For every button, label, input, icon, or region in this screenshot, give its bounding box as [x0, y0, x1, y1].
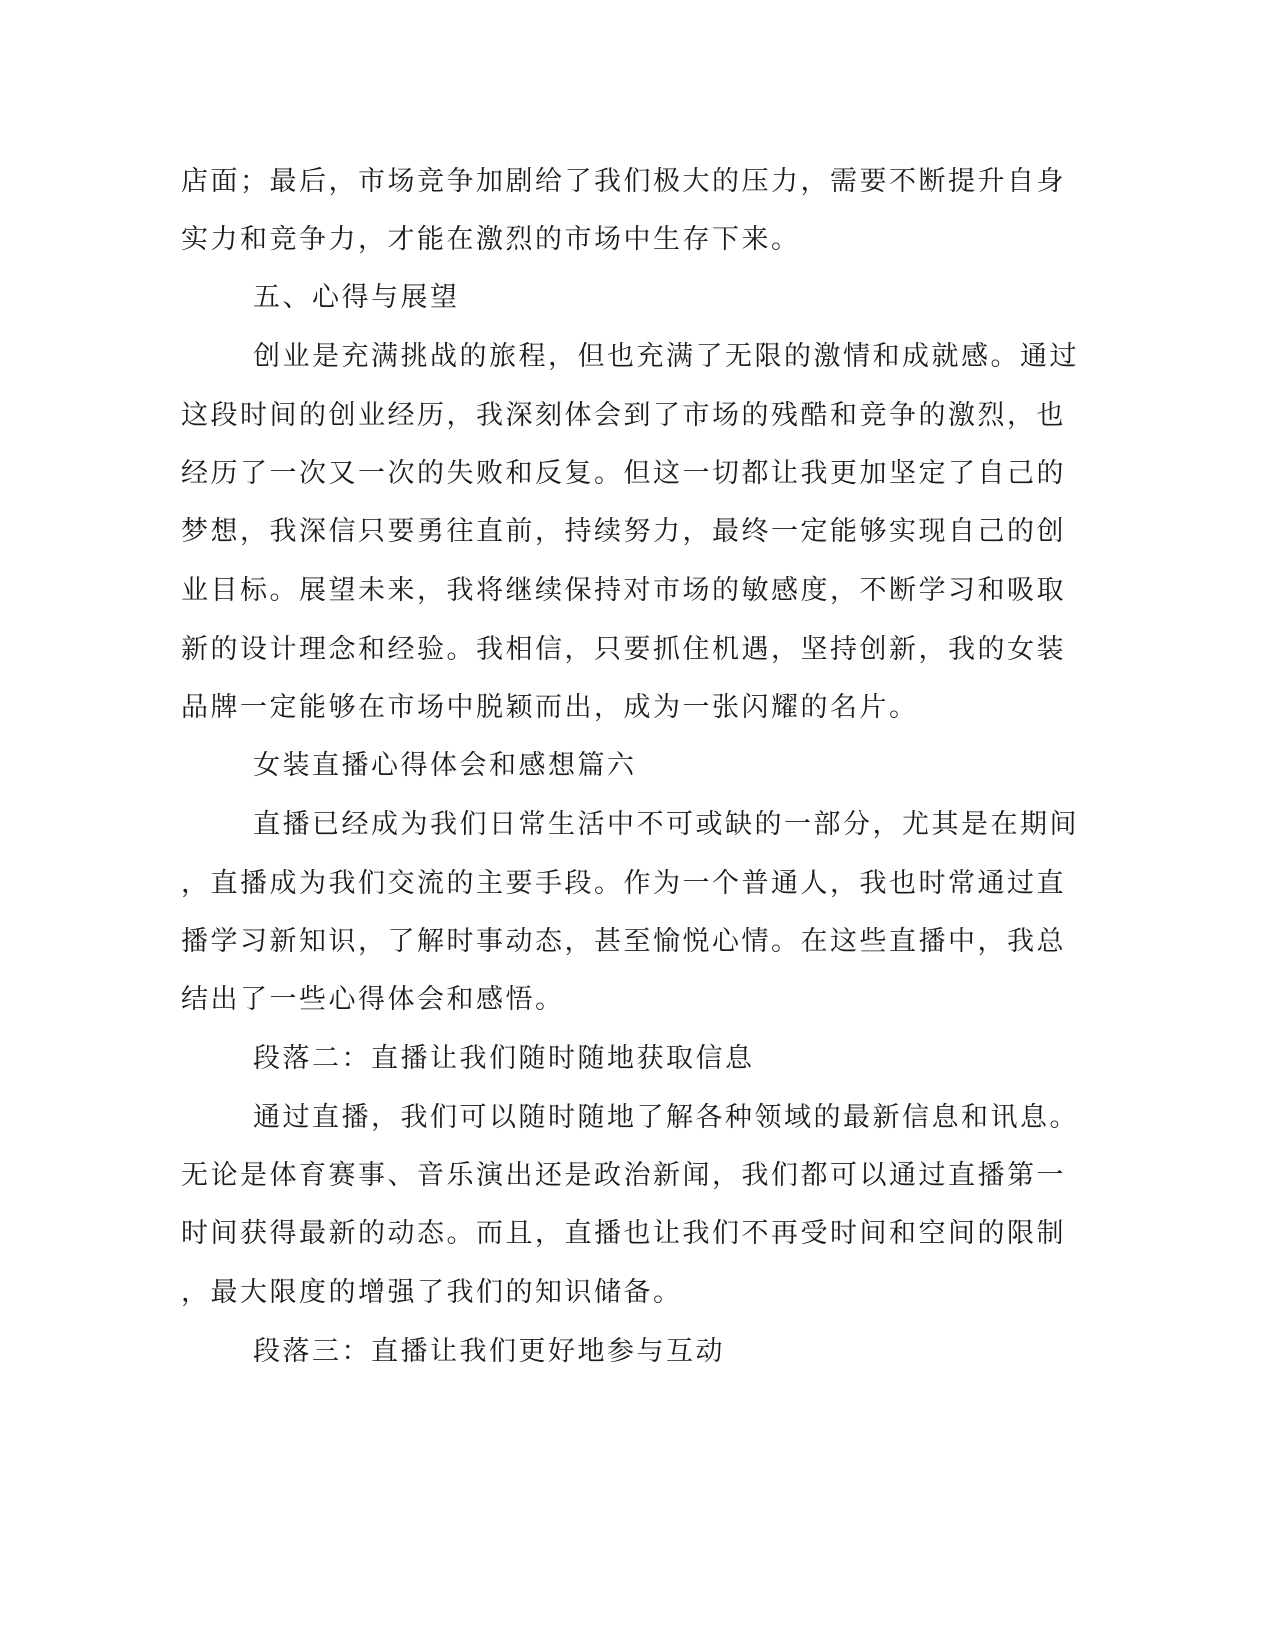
- text-line: 时间获得最新的动态。而且，直播也让我们不再受时间和空间的限制: [181, 1218, 1066, 1249]
- text-line: 新的设计理念和经验。我相信，只要抓住机遇，坚持创新，我的女装: [181, 634, 1066, 665]
- text-line: 这段时间的创业经历，我深刻体会到了市场的残酷和竞争的激烈，也: [181, 400, 1066, 431]
- text-line: 无论是体育赛事、音乐演出还是政治新闻，我们都可以通过直播第一: [181, 1160, 1066, 1191]
- section-heading: 五、心得与展望: [253, 282, 460, 313]
- text-line: 品牌一定能够在市场中脱颖而出，成为一张闪耀的名片。: [181, 692, 919, 723]
- text-line: ，最大限度的增强了我们的知识储备。: [181, 1277, 683, 1308]
- text-line: 通过直播，我们可以随时随地了解各种领域的最新信息和讯息。: [253, 1102, 1079, 1133]
- text-line: ，直播成为我们交流的主要手段。作为一个普通人，我也时常通过直: [181, 868, 1066, 899]
- text-line: 直播已经成为我们日常生活中不可或缺的一部分，尤其是在期间: [253, 809, 1079, 840]
- text-line: 播学习新知识，了解时事动态，甚至愉悦心情。在这些直播中，我总: [181, 926, 1066, 957]
- text-line: 梦想，我深信只要勇往直前，持续努力，最终一定能够实现自己的创: [181, 516, 1066, 547]
- text-line: 业目标。展望未来，我将继续保持对市场的敏感度，不断学习和吸取: [181, 575, 1066, 606]
- text-line: 店面；最后，市场竞争加剧给了我们极大的压力，需要不断提升自身: [181, 166, 1066, 197]
- text-line: 实力和竞争力，才能在激烈的市场中生存下来。: [181, 224, 801, 255]
- text-line: 结出了一些心得体会和感悟。: [181, 984, 565, 1015]
- section-heading: 段落二：直播让我们随时随地获取信息: [253, 1043, 755, 1074]
- text-line: 经历了一次又一次的失败和反复。但这一切都让我更加坚定了自己的: [181, 458, 1066, 489]
- section-heading: 段落三：直播让我们更好地参与互动: [253, 1336, 725, 1367]
- text-line: 创业是充满挑战的旅程，但也充满了无限的激情和成就感。通过: [253, 341, 1079, 372]
- article-title: 女装直播心得体会和感想篇六: [253, 750, 637, 781]
